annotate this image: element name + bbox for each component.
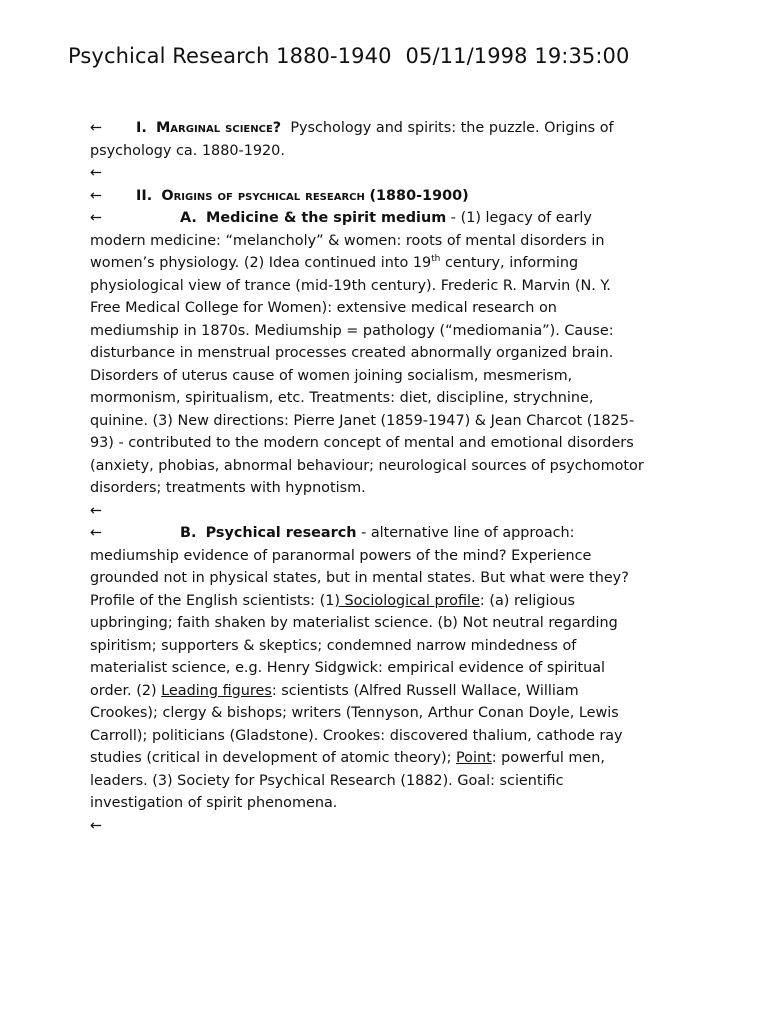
text-line: mediumship evidence of paranormal powers of the mind? Experience	[90, 547, 592, 564]
arrow-icon: ←	[90, 210, 103, 226]
section-2-heading: Origins of psychical research	[161, 187, 365, 204]
part-a-label: A.	[180, 210, 197, 226]
underlined-text: Leading figures	[161, 682, 272, 699]
part-b-label: B.	[180, 525, 197, 541]
title-text: Psychical Research 1880-1940	[68, 44, 392, 68]
part-a-intro: - (1) legacy of early	[446, 210, 592, 226]
text-line: physiological view of trance (mid-19th century). Frederic R. Marvin (N. Y.	[90, 277, 611, 294]
text-line: Free Medical College for Women): extensive medical research on	[90, 300, 557, 316]
part-b-heading-line	[90, 522, 690, 545]
text-line: Crookes); clergy & bishops; writers (Tennyson, Arthur Conan Doyle, Lewis	[90, 705, 619, 721]
text-line: investigation of spirit phenomena.	[90, 795, 338, 811]
part-a-heading: Medicine & the spirit medium	[206, 210, 447, 226]
section-1-heading-line	[90, 117, 690, 140]
text-line: quinine. (3) New directions: Pierre Janet (1859-1947) & Jean Charcot (1825-	[90, 412, 635, 429]
arrow-icon: ←	[90, 187, 103, 204]
text-span: century, informing	[440, 255, 579, 271]
part-b-heading: Psychical research	[205, 525, 357, 541]
text-span: studies (critical in development of atomic theory);	[90, 750, 457, 766]
text-line: psychology ca. 1880-1920.	[90, 142, 285, 159]
text-line: (anxiety, phobias, abnormal behaviour; neurological sources of psychomotor	[90, 457, 644, 474]
arrow-line	[90, 815, 690, 838]
text-line: 93) - contributed to the modern concept of mental and emotional disorders	[90, 435, 634, 451]
text-line: Disorders of uterus cause of women joining socialism, mesmerism,	[90, 367, 573, 384]
document-body	[90, 117, 690, 837]
text-line: mormonism, spiritualism, etc. Treatments: diet, discipline, strychnine,	[90, 390, 594, 406]
underlined-text: ) Sociological profile	[334, 592, 480, 609]
section-1-text: Pyschology and spirits: the puzzle. Origins of	[290, 120, 614, 136]
text-line: modern medicine: “melancholy” & women: roots of mental disorders in	[90, 232, 605, 249]
section-1-heading: Marginal science?	[155, 120, 282, 136]
text-span: order. (2)	[90, 682, 162, 699]
section-2-heading-line	[90, 185, 690, 208]
title-timestamp: 05/11/1998 19:35:00	[405, 44, 630, 68]
arrow-icon: ←	[90, 525, 103, 541]
arrow-icon: ←	[90, 502, 103, 519]
text-line: disturbance in menstrual processes created abnormally organized brain.	[90, 345, 614, 361]
text-line	[90, 252, 690, 275]
section-2-numeral: II.	[136, 187, 153, 204]
text-line: spiritism; supporters & skeptics; condemned narrow mindedness of	[90, 637, 577, 654]
text-span: : powerful men,	[491, 750, 605, 766]
text-span: women’s physiology. (2) Idea continued into 19	[90, 255, 432, 271]
section-1-numeral: I.	[136, 120, 147, 136]
part-b-intro: - alternative line of approach:	[356, 525, 575, 541]
text-line	[90, 680, 690, 703]
section-2-years: (1880-1900)	[369, 187, 469, 204]
superscript: th	[431, 254, 441, 265]
page-title	[68, 44, 629, 68]
text-span: : (a) religious	[479, 592, 575, 609]
text-line: materialist science, e.g. Henry Sidgwick: empirical evidence of spiritual	[90, 660, 606, 676]
text-span: Profile of the English scientists: (1	[90, 592, 335, 609]
arrow-icon: ←	[90, 165, 103, 181]
text-line: grounded not in physical states, but in mental states. But what were they?	[90, 570, 629, 586]
arrow-line	[90, 500, 690, 523]
arrow-line	[90, 162, 690, 185]
text-line: disorders; treatments with hypnotism.	[90, 480, 366, 496]
text-line: mediumship in 1870s. Mediumship = pathology (“mediomania”). Cause:	[90, 322, 614, 339]
text-line	[90, 590, 690, 613]
text-line	[90, 747, 690, 770]
text-line: leaders. (3) Society for Psychical Research (1882). Goal: scientific	[90, 772, 564, 789]
arrow-icon: ←	[90, 120, 103, 136]
arrow-icon: ←	[90, 817, 103, 834]
underlined-text: Point	[456, 750, 492, 766]
text-line: upbringing; faith shaken by materialist science. (b) Not neutral regarding	[90, 615, 618, 631]
text-line: Carroll); politicians (Gladstone). Crookes: discovered thalium, cathode ray	[90, 727, 623, 744]
text-span: : scientists (Alfred Russell Wallace, William	[271, 682, 579, 699]
part-a-heading-line	[90, 207, 690, 230]
